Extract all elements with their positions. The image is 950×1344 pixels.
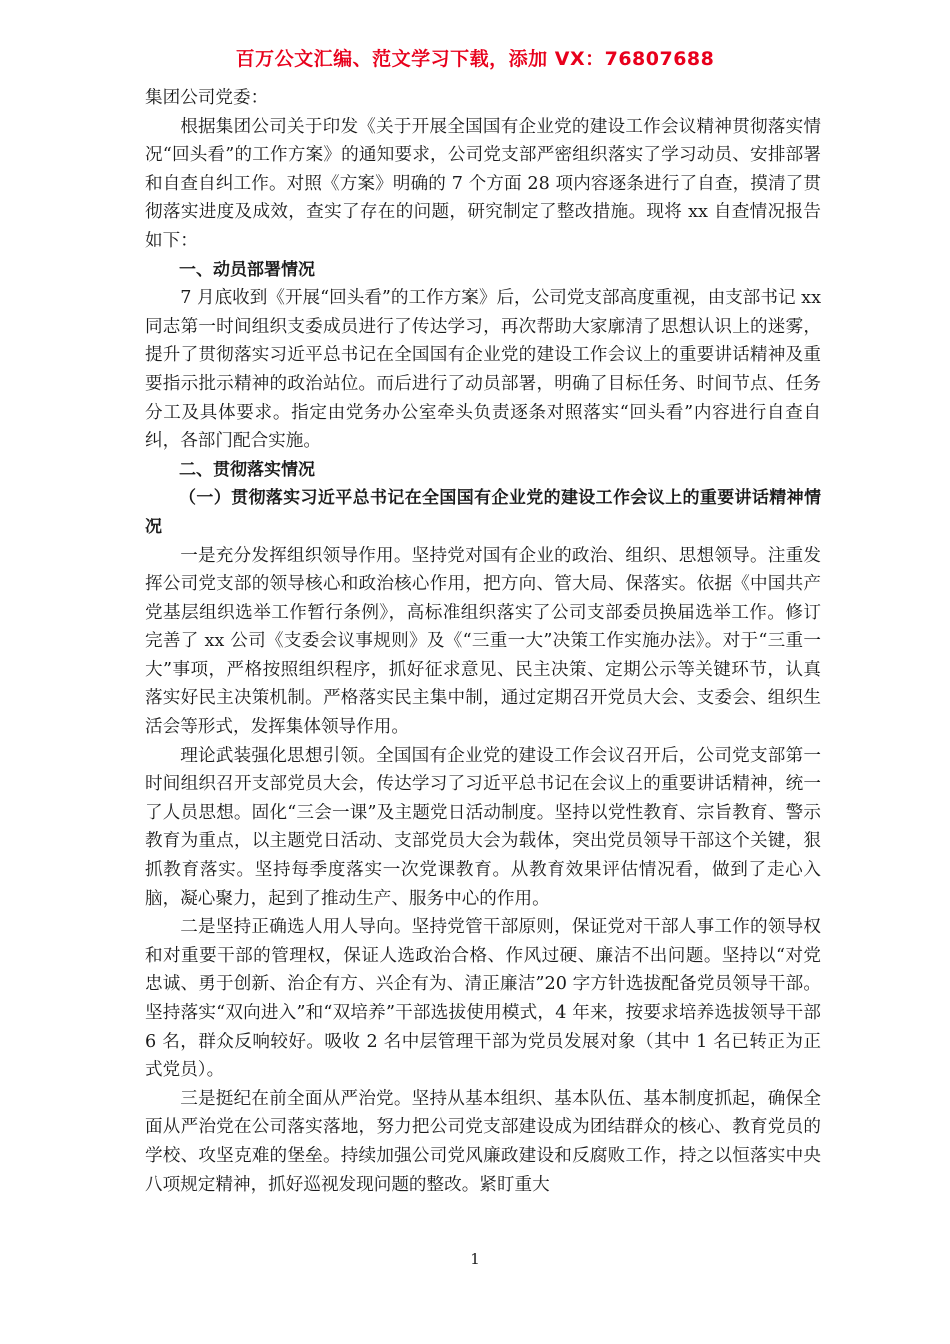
intro-paragraph: 根据集团公司关于印发《关于开展全国国有企业党的建设工作会议精神贯彻落实情况“回头看”的工作方案》的通知要求，公司党支部严密组织落实了学习动员、安排部署和自查自纠工作。对照《方案》明确的 7 个方面 28 项内容逐条进行了自查，摸清了贯彻落实进度及成效，查实了存在的问题，研究制定了整改措施。现将 xx 自查情况报告如下： (145, 116, 821, 251)
section1-paragraph: 7 月底收到《开展“回头看”的工作方案》后，公司党支部高度重视，由支部书记 xx 同志第一时间组织支委成员进行了传达学习，再次帮助大家廓清了思想认识上的迷雾，提升了贯彻落实习近平总书记在全国国有企业党的建设工作会议上的重要讲话精神及重要指示批示精神的政治站位。而后进行了动员部署，明确了目标任务、时间节点、任务分工及具体要求。指定由党务办公室牵头负责逐条对照落实“回头看”内容进行自查自纠，各部门配合实施。 (145, 288, 821, 452)
watermark-banner: 百万公文汇编、范文学习下载，添加 VX：76807688 (235, 48, 715, 70)
document-body (145, 84, 821, 1199)
body-paragraph-4: 三是挺纪在前全面从严治党。坚持从基本组织、基本队伍、基本制度抓起，确保全面从严治党在公司落实落地，努力把公司党支部建设成为团结群众的核心、教育党员的学校、攻坚克难的堡垒。持续加强公司党风廉政建设和反腐败工作，持之以恒落实中央八项规定精神，抓好巡视发现问题的整改。紧盯重大 (145, 1088, 821, 1195)
body-paragraph-3: 二是坚持正确选人用人导向。坚持党管干部原则，保证党对干部人事工作的领导权和对重要干部的管理权，保证人选政治合格、作风过硬、廉洁不出问题。坚持以“对党忠诚、勇于创新、治企有方、兴企有为、清正廉洁”20 字方针选拔配备党员领导干部。坚持落实“双向进入”和“双培养”干部选拔使用模式，4 年来，按要求培养选拔领导干部 6 名，群众反响较好。吸收 2 名中层管理干部为党员发展对象（其中 1 名已转正为正式党员）。 (145, 917, 821, 1081)
body-paragraph-1: 一是充分发挥组织领导作用。坚持党对国有企业的政治、组织、思想领导。注重发挥公司党支部的领导核心和政治核心作用，把方向、管大局、保落实。依据《中国共产党基层组织选举工作暂行条例》，高标准组织落实了公司支部委员换届选举工作。修订完善了 xx 公司《支委会议事规则》及《“三重一大”决策工作实施办法》。对于“三重一大”事项，严格按照组织程序，抓好征求意见、民主决策、定期公示等关键环节，认真落实好民主决策机制。严格落实民主集中制，通过定期召开党员大会、支委会、组织生活会等形式，发挥集体领导作用。 (145, 545, 821, 738)
subsection-heading-1: （一）贯彻落实习近平总书记在全国国有企业党的建设工作会议上的重要讲话精神情况 (145, 488, 821, 537)
salutation: 集团公司党委： (145, 88, 269, 108)
section-heading-2: 二、贯彻落实情况 (179, 459, 315, 480)
section-heading-1: 一、动员部署情况 (179, 259, 315, 280)
body-paragraph-2: 理论武装强化思想引领。全国国有企业党的建设工作会议召开后，公司党支部第一时间组织召开支部党员大会，传达学习了习近平总书记在会议上的重要讲话精神，统一了人员思想。固化“三会一课”及主题党日活动制度。坚持以党性教育、宗旨教育、警示教育为重点，以主题党日活动、支部党员大会为载体，突出党员领导干部这个关键，狠抓教育落实。坚持每季度落实一次党课教育。从教育效果评估情况看，做到了走心入脑，凝心聚力，起到了推动生产、服务中心的作用。 (145, 745, 821, 909)
page-number: 1 (470, 1250, 480, 1268)
